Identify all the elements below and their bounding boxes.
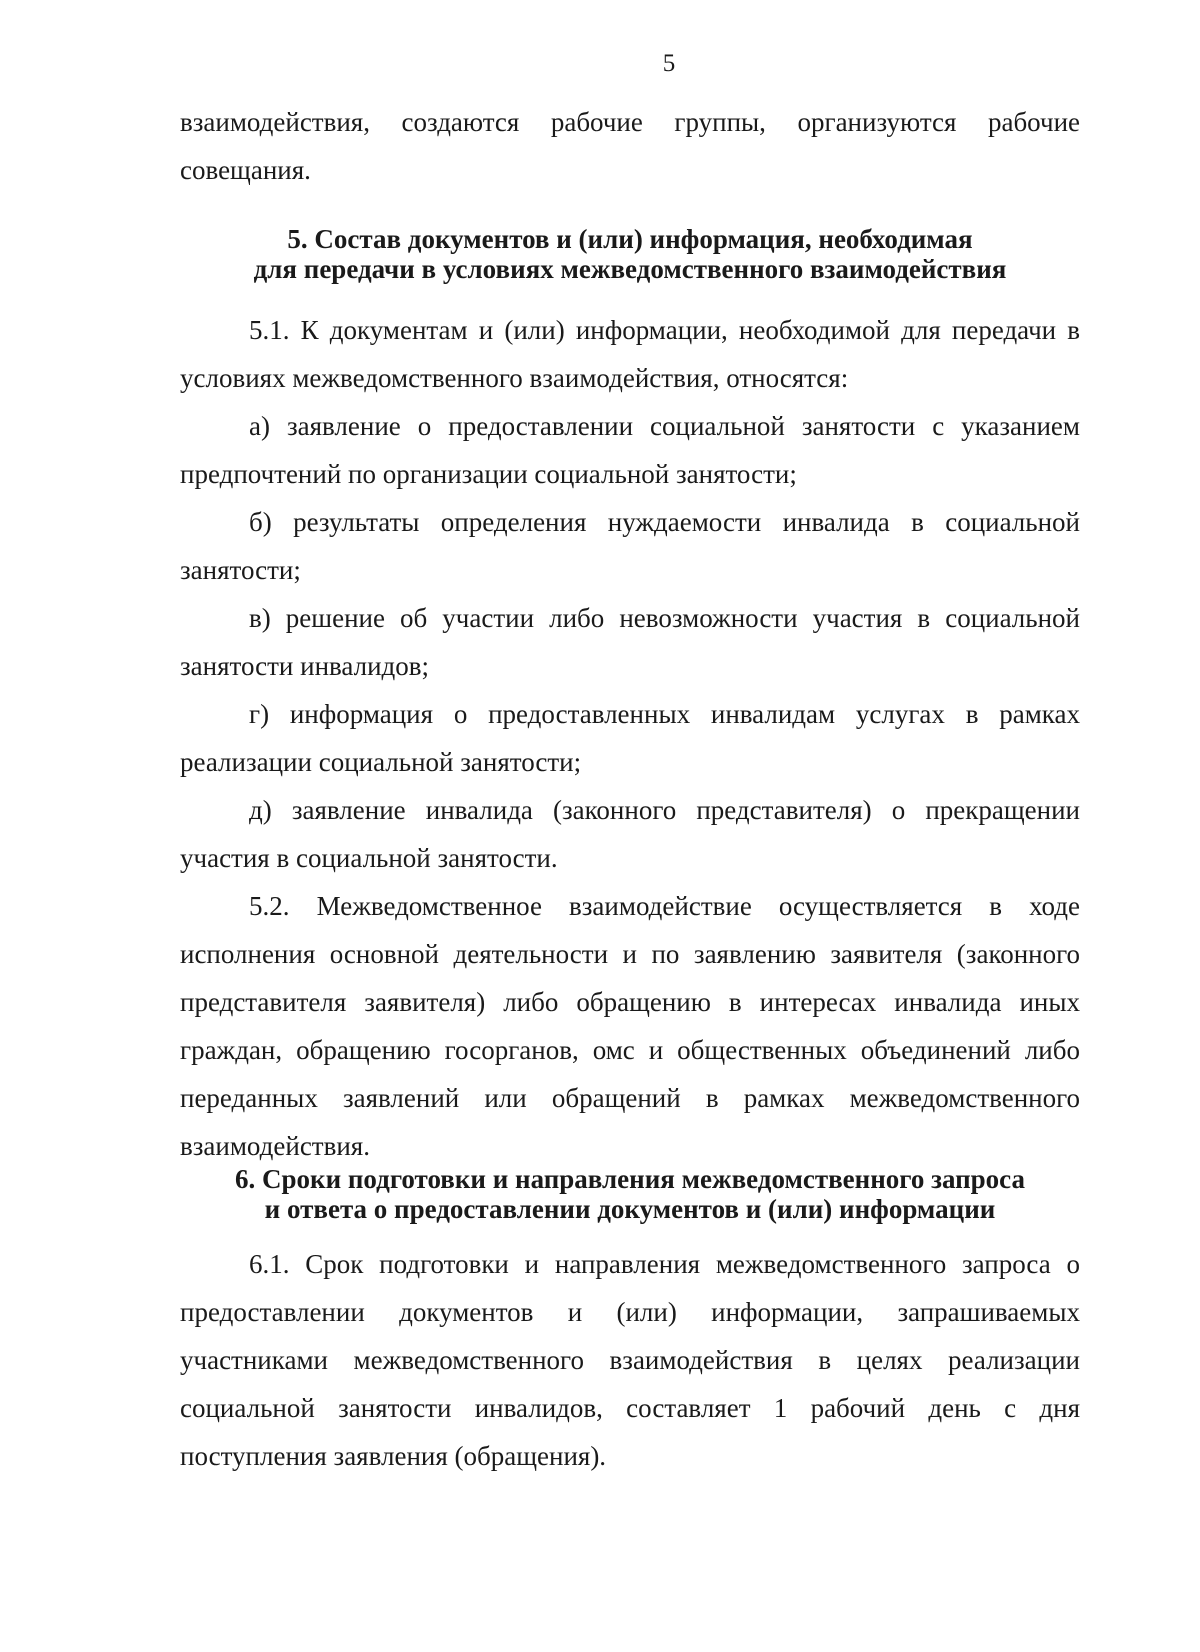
paragraph-6-1: 6.1. Срок подготовки и направления межведомственного запроса о предоставлении документов и (или) информации, запрашиваемых участниками межведомственного взаимодействия в целях реализации социальной занятости инвалидов, составляет 1 рабочий день с дня поступления заявления (обращения).	[180, 1249, 1080, 1471]
list-item-g: г) информация о предоставленных инвалидам услугах в рамках реализации социальной занятости;	[180, 699, 1080, 777]
list-item-v: в) решение об участии либо невозможности участия в социальной занятости инвалидов;	[180, 603, 1080, 681]
paragraph-5-2: 5.2. Межведомственное взаимодействие осуществляется в ходе исполнения основной деятельности и по заявлению заявителя (законного представителя заявителя) либо обращению в интересах инвалида иных граждан, обращению госорганов, омс и общественных объединений либо переданных заявлений или обращений в рамках межведомственного взаимодействия.	[180, 891, 1080, 1161]
list-item-a: а) заявление о предоставлении социальной занятости с указанием предпочтений по организации социальной занятости;	[180, 411, 1080, 489]
intro-paragraph: взаимодействия, создаются рабочие группы, организуются рабочие совещания.	[180, 107, 1080, 185]
section-6-body	[180, 1240, 1080, 1480]
list-item-b: б) результаты определения нуждаемости инвалида в социальной занятости;	[180, 507, 1080, 585]
section-5-heading-line-1: 5. Состав документов и (или) информация, необходимая	[287, 224, 973, 254]
intro-block	[180, 98, 1080, 194]
section-6-heading-line-2: и ответа о предоставлении документов и (или) информации	[264, 1194, 996, 1224]
section-5-heading-line-2: для передачи в условиях межведомственного взаимодействия	[253, 254, 1007, 284]
page-number: 5	[662, 50, 676, 77]
section-5-body	[180, 306, 1080, 1170]
section-6-heading-line-1: 6. Сроки подготовки и направления межведомственного запроса	[235, 1164, 1025, 1194]
section-5-heading	[180, 224, 1080, 284]
paragraph-5-1: 5.1. К документам и (или) информации, необходимой для передачи в условиях межведомственного взаимодействия, относятся:	[180, 315, 1080, 393]
list-item-d: д) заявление инвалида (законного представителя) о прекращении участия в социальной занятости.	[180, 795, 1080, 873]
section-6-heading	[180, 1164, 1080, 1224]
